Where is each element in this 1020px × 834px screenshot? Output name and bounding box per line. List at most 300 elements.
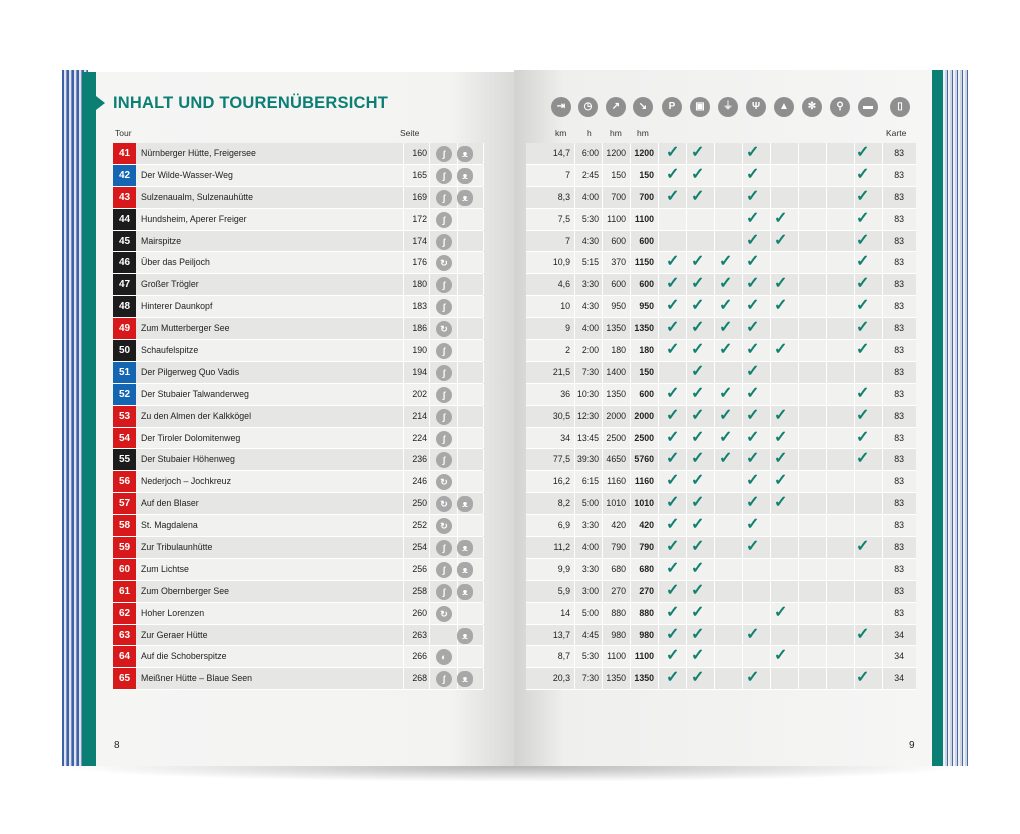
column-divider — [403, 340, 404, 361]
tour-map-number: 83 — [894, 257, 904, 268]
column-divider — [686, 581, 687, 602]
checkmark-icon: ✓ — [691, 362, 705, 380]
tour-map-number: 83 — [894, 476, 904, 487]
column-divider — [658, 274, 659, 295]
column-divider — [714, 362, 715, 383]
column-divider — [882, 428, 883, 449]
tour-name[interactable]: Nürnberger Hütte, Freigersee — [141, 148, 256, 158]
table-row — [113, 493, 483, 515]
column-divider — [457, 406, 458, 427]
column-divider — [429, 209, 430, 230]
tour-name[interactable]: Sulzenaualm, Sulzenauhütte — [141, 191, 253, 202]
column-divider — [483, 471, 484, 492]
tour-name[interactable]: Hoher Lorenzen — [141, 607, 205, 618]
column-divider — [483, 252, 484, 273]
column-divider — [457, 471, 458, 492]
column-divider — [658, 625, 659, 646]
column-divider — [742, 559, 743, 580]
column-divider — [882, 296, 883, 317]
tour-map-number: 83 — [894, 213, 904, 224]
column-divider — [574, 274, 575, 295]
checkmark-icon: ✓ — [691, 275, 705, 293]
column-divider — [602, 646, 603, 667]
tour-descent: 790 — [639, 542, 654, 553]
column-divider — [457, 252, 458, 273]
tour-duration: 5:00 — [581, 607, 599, 618]
column-divider — [602, 581, 603, 602]
column-divider — [826, 209, 827, 230]
table-row — [526, 296, 916, 318]
column-divider — [630, 603, 631, 624]
column-divider — [798, 581, 799, 602]
column-divider — [630, 165, 631, 186]
tour-duration: 5:30 — [581, 213, 599, 224]
tour-name[interactable]: Meißner Hütte – Blaue Seen — [141, 673, 253, 684]
column-divider — [854, 581, 855, 602]
column-divider — [770, 187, 771, 208]
table-row — [113, 318, 483, 340]
column-divider — [742, 318, 743, 339]
column-divider — [770, 384, 771, 405]
column-divider — [686, 406, 687, 427]
checkmark-icon: ✓ — [691, 450, 705, 468]
column-divider — [403, 515, 404, 536]
tour-ascent: 4650 — [606, 454, 626, 465]
tour-name[interactable]: Der Wilde-Wasser-Weg — [141, 169, 233, 180]
column-divider — [602, 603, 603, 624]
column-divider — [602, 187, 603, 208]
column-divider — [882, 668, 883, 689]
column-divider — [630, 384, 631, 405]
column-divider — [630, 471, 631, 492]
checkmark-icon: ✓ — [719, 297, 733, 315]
column-divider — [798, 493, 799, 514]
column-divider — [630, 493, 631, 514]
column-divider — [429, 165, 430, 186]
column-divider — [854, 296, 855, 317]
tour-ascent: 1010 — [606, 498, 626, 509]
route-line-icon: ʃ — [436, 671, 452, 687]
tour-map-number: 83 — [894, 301, 904, 312]
tour-duration: 3:30 — [581, 279, 599, 290]
column-divider — [483, 428, 484, 449]
table-row — [526, 668, 916, 690]
checkmark-icon: ✓ — [746, 472, 760, 490]
table-row — [113, 581, 483, 603]
tour-distance: 14 — [560, 607, 570, 618]
column-divider — [429, 515, 430, 536]
table-row — [113, 209, 483, 231]
column-divider — [714, 537, 715, 558]
checkmark-icon: ✓ — [746, 144, 760, 161]
tour-distance: 21,5 — [552, 366, 570, 377]
column-divider — [429, 406, 430, 427]
column-divider — [630, 559, 631, 580]
tour-page: 224 — [412, 432, 427, 443]
column-divider — [429, 625, 430, 646]
table-row — [526, 646, 916, 668]
column-divider — [574, 231, 575, 252]
tour-duration: 4:30 — [581, 301, 599, 312]
column-divider — [574, 428, 575, 449]
checkmark-icon: ✓ — [666, 144, 680, 161]
column-divider — [714, 581, 715, 602]
column-divider — [483, 493, 484, 514]
tour-name[interactable]: Mairspitze — [141, 235, 182, 246]
tour-duration: 7:30 — [581, 366, 599, 377]
tour-page: 202 — [412, 388, 427, 399]
tour-number: 49 — [113, 318, 136, 339]
column-divider — [714, 493, 715, 514]
column-divider — [658, 143, 659, 164]
kids-bear-icon: ᴥ — [457, 584, 473, 600]
table-row — [526, 340, 916, 362]
column-divider — [574, 471, 575, 492]
column-divider — [658, 318, 659, 339]
mountain-icon: ▲ — [774, 97, 794, 117]
column-divider — [574, 603, 575, 624]
column-divider — [403, 252, 404, 273]
checkmark-icon: ✓ — [856, 275, 870, 293]
checkmark-icon: ✓ — [691, 384, 705, 402]
column-divider — [429, 559, 430, 580]
column-divider — [798, 449, 799, 470]
column-divider — [686, 209, 687, 230]
kids-bear-icon: ᴥ — [457, 628, 473, 644]
tour-page: 260 — [412, 607, 427, 618]
tour-distance: 8,3 — [557, 191, 570, 202]
column-divider — [854, 471, 855, 492]
column-divider — [574, 143, 575, 164]
table-row — [113, 603, 483, 625]
column-divider — [403, 296, 404, 317]
column-divider — [483, 515, 484, 536]
column-divider — [770, 362, 771, 383]
column-divider — [686, 187, 687, 208]
column-divider — [686, 252, 687, 273]
tour-name[interactable]: Zu den Almen der Kalkkögel — [141, 410, 252, 421]
clock-icon: ◷ — [578, 97, 598, 117]
tour-name[interactable]: Zum Lichtse — [141, 563, 189, 574]
column-divider — [742, 231, 743, 252]
checkmark-icon: ✓ — [666, 559, 680, 577]
column-divider — [574, 581, 575, 602]
column-divider — [686, 143, 687, 164]
column-divider — [742, 493, 743, 514]
tour-name[interactable]: Hinterer Daunkopf — [141, 301, 213, 312]
column-divider — [483, 143, 484, 164]
tour-descent: 950 — [639, 301, 654, 312]
column-divider — [854, 537, 855, 558]
column-divider — [483, 625, 484, 646]
column-divider — [483, 646, 484, 667]
column-divider — [658, 362, 659, 383]
column-divider — [602, 318, 603, 339]
column-divider — [742, 603, 743, 624]
column-divider — [798, 362, 799, 383]
checkmark-icon: ✓ — [746, 341, 760, 359]
tour-duration: 12:30 — [576, 410, 599, 421]
column-divider — [714, 471, 715, 492]
tour-ascent: 980 — [611, 629, 626, 640]
tour-name[interactable]: Zum Mutterberger See — [141, 323, 230, 334]
column-divider — [403, 559, 404, 580]
checkmark-icon: ✓ — [666, 450, 680, 468]
column-divider — [429, 384, 430, 405]
tour-ascent: 950 — [611, 301, 626, 312]
column-divider — [854, 318, 855, 339]
tour-number: 51 — [113, 362, 136, 383]
column-divider — [658, 515, 659, 536]
column-divider — [602, 493, 603, 514]
column-divider — [686, 449, 687, 470]
tour-name[interactable]: Auf den Blaser — [141, 498, 199, 509]
tour-name[interactable]: Zur Tribulaunhütte — [141, 542, 213, 553]
column-divider — [854, 493, 855, 514]
tour-distance: 7 — [565, 235, 570, 246]
tour-ascent: 680 — [611, 563, 626, 574]
tour-distance: 10,9 — [552, 257, 570, 268]
column-divider — [826, 603, 827, 624]
tour-name[interactable]: Nederjoch – Jochkreuz — [141, 476, 231, 487]
column-divider — [742, 537, 743, 558]
tour-number: 62 — [113, 603, 136, 624]
column-divider — [826, 559, 827, 580]
route-line-icon: ʃ — [436, 387, 452, 403]
column-divider — [457, 274, 458, 295]
tour-number: 57 — [113, 493, 136, 514]
checkmark-icon: ✓ — [856, 297, 870, 315]
column-divider — [630, 668, 631, 689]
tour-map-number: 83 — [894, 148, 904, 158]
tour-distance: 11,2 — [553, 542, 570, 553]
tour-page: 176 — [412, 257, 427, 268]
column-divider — [429, 362, 430, 383]
table-row — [526, 581, 916, 603]
descent-icon: ↘ — [633, 97, 653, 117]
checkmark-icon: ✓ — [691, 341, 705, 359]
tour-page: 214 — [412, 410, 427, 421]
column-divider — [742, 362, 743, 383]
tour-distance: 14,7 — [552, 148, 570, 158]
tour-name[interactable]: Zum Obernberger See — [141, 585, 230, 596]
tour-number: 47 — [113, 274, 136, 295]
column-divider — [686, 231, 687, 252]
column-divider — [714, 318, 715, 339]
column-divider — [714, 340, 715, 361]
table-row — [113, 296, 483, 318]
column-divider — [630, 274, 631, 295]
column-divider — [658, 449, 659, 470]
tour-duration: 6:00 — [581, 148, 599, 158]
column-divider — [770, 274, 771, 295]
tour-name[interactable]: Der Tiroler Dolomitenweg — [141, 432, 241, 443]
checkmark-icon: ✓ — [856, 625, 870, 643]
column-divider — [882, 449, 883, 470]
column-divider — [770, 581, 771, 602]
checkmark-icon: ✓ — [746, 362, 760, 380]
tour-descent: 5760 — [634, 454, 654, 465]
column-divider — [403, 384, 404, 405]
checkmark-icon: ✓ — [856, 231, 870, 249]
tour-map-number: 83 — [894, 345, 904, 356]
column-divider — [658, 209, 659, 230]
column-divider — [826, 165, 827, 186]
tour-page: 194 — [412, 366, 427, 377]
tour-duration: 5:30 — [581, 651, 599, 662]
tour-distance: 16,2 — [552, 476, 570, 487]
column-divider — [882, 340, 883, 361]
checkmark-icon: ✓ — [691, 319, 705, 337]
column-divider — [658, 296, 659, 317]
checkmark-icon: ✓ — [774, 472, 788, 490]
column-divider — [798, 384, 799, 405]
table-row — [526, 384, 916, 406]
column-divider — [658, 559, 659, 580]
column-divider — [483, 209, 484, 230]
tour-distance: 8,2 — [557, 498, 570, 509]
column-divider — [798, 471, 799, 492]
table-row — [526, 537, 916, 559]
column-divider — [658, 165, 659, 186]
checkmark-icon: ✓ — [719, 406, 733, 424]
table-row — [526, 209, 916, 231]
table-row — [113, 559, 483, 581]
checkmark-icon: ✓ — [719, 384, 733, 402]
tour-number: 60 — [113, 559, 136, 580]
checkmark-icon: ✓ — [856, 669, 870, 687]
tour-name[interactable]: St. Magdalena — [141, 520, 198, 531]
bicycle-icon: ⚲ — [830, 97, 850, 117]
table-row — [526, 187, 916, 209]
column-divider — [826, 340, 827, 361]
checkmark-icon: ✓ — [691, 603, 705, 621]
checkmark-icon: ✓ — [691, 297, 705, 315]
column-divider — [574, 515, 575, 536]
column-divider — [403, 362, 404, 383]
checkmark-icon: ✓ — [746, 253, 760, 271]
column-divider — [457, 318, 458, 339]
column-divider — [770, 252, 771, 273]
column-divider — [742, 252, 743, 273]
tour-page: 190 — [412, 345, 427, 356]
tour-distance: 36 — [560, 388, 570, 399]
checkmark-icon: ✓ — [691, 559, 705, 577]
tour-name[interactable]: Zur Geraer Hütte — [141, 629, 208, 640]
column-divider — [798, 537, 799, 558]
kids-bear-icon: ᴥ — [457, 146, 473, 162]
column-divider — [854, 274, 855, 295]
column-divider — [483, 165, 484, 186]
column-divider — [798, 318, 799, 339]
tour-name[interactable]: Hundsheim, Aperer Freiger — [141, 213, 247, 224]
column-divider — [714, 187, 715, 208]
tour-number: 53 — [113, 406, 136, 427]
tour-name[interactable]: Auf die Schoberspitze — [141, 651, 227, 662]
checkmark-icon: ✓ — [774, 494, 788, 512]
table-row — [526, 274, 916, 296]
column-divider — [770, 625, 771, 646]
column-divider — [854, 231, 855, 252]
tour-name[interactable]: Schaufelspitze — [141, 345, 199, 356]
tour-descent: 150 — [639, 366, 654, 377]
column-divider — [714, 143, 715, 164]
table-row — [113, 231, 483, 253]
tour-name[interactable]: Über das Peiljoch — [141, 257, 210, 268]
column-divider — [457, 646, 458, 667]
column-divider — [714, 384, 715, 405]
column-divider — [770, 449, 771, 470]
table-row — [113, 449, 483, 471]
tour-map-number: 83 — [894, 585, 904, 596]
column-divider — [574, 187, 575, 208]
column-divider — [630, 515, 631, 536]
tour-distance: 10 — [560, 301, 570, 312]
checkmark-icon: ✓ — [746, 428, 760, 446]
round-trip-icon: ↻ — [436, 321, 452, 337]
checkmark-icon: ✓ — [691, 406, 705, 424]
column-divider — [742, 471, 743, 492]
table-row — [526, 252, 916, 274]
checkmark-icon: ✓ — [666, 581, 680, 599]
column-divider — [770, 209, 771, 230]
tour-name[interactable]: Der Pilgerweg Quo Vadis — [141, 366, 240, 377]
tour-map-number: 83 — [894, 191, 904, 202]
column-divider — [602, 165, 603, 186]
column-divider — [403, 581, 404, 602]
tour-descent: 180 — [639, 345, 654, 356]
tour-name[interactable]: Großer Trögler — [141, 279, 199, 290]
column-divider — [770, 515, 771, 536]
column-divider — [770, 668, 771, 689]
column-divider — [714, 209, 715, 230]
tour-descent: 600 — [639, 388, 654, 399]
column-divider — [403, 231, 404, 252]
tour-name[interactable]: Der Stubaier Höhenweg — [141, 454, 235, 465]
route-line-icon: ʃ — [436, 431, 452, 447]
checkmark-icon: ✓ — [856, 144, 870, 161]
column-divider — [826, 252, 827, 273]
column-divider — [826, 625, 827, 646]
checkmark-icon: ✓ — [666, 603, 680, 621]
tour-duration: 10:30 — [576, 388, 599, 399]
column-divider — [574, 537, 575, 558]
tour-number: 56 — [113, 471, 136, 492]
table-row — [113, 406, 483, 428]
column-divider — [403, 143, 404, 164]
column-divider — [742, 296, 743, 317]
tour-number: 58 — [113, 515, 136, 536]
column-divider — [602, 515, 603, 536]
tour-name[interactable]: Der Stubaier Talwanderweg — [141, 388, 249, 399]
tour-ascent: 1160 — [607, 476, 626, 487]
tour-map-number: 83 — [894, 366, 904, 377]
table-row — [113, 252, 483, 274]
tour-descent: 420 — [639, 520, 654, 531]
column-divider — [403, 209, 404, 230]
tour-distance: 34 — [560, 432, 570, 443]
checkmark-icon: ✓ — [856, 341, 870, 359]
checkmark-icon: ✓ — [746, 516, 760, 534]
checkmark-icon: ✓ — [666, 538, 680, 556]
route-line-icon: ʃ — [436, 146, 452, 162]
tour-distance: 13,7 — [552, 629, 570, 640]
route-line-icon: ʃ — [436, 365, 452, 381]
checkmark-icon: ✓ — [719, 253, 733, 271]
tour-number: 55 — [113, 449, 136, 470]
column-divider — [483, 340, 484, 361]
tour-descent: 1200 — [634, 148, 654, 158]
